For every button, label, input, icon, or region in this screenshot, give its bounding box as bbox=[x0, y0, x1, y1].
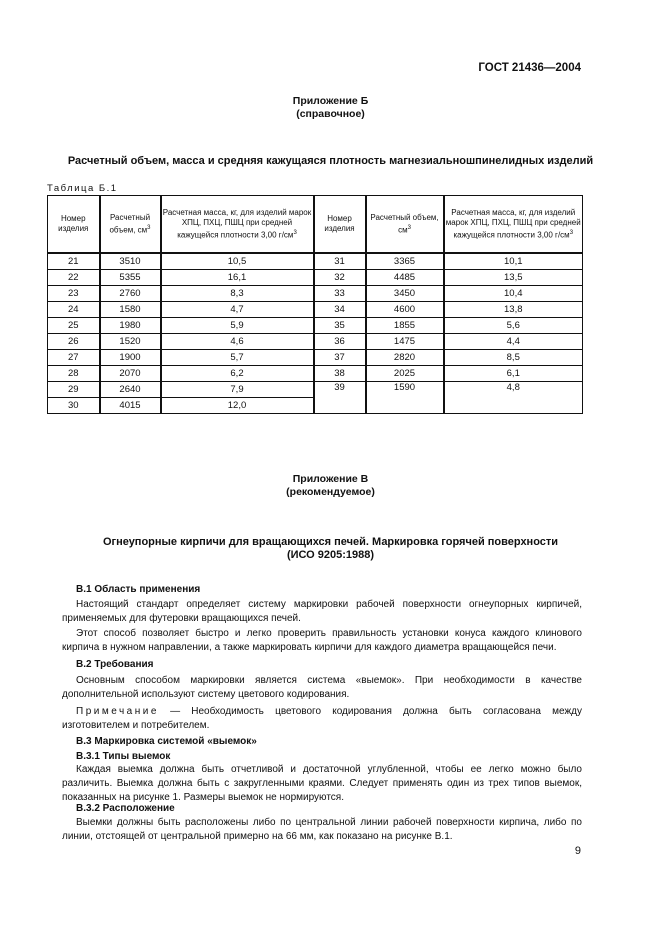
table-cell: 4,4 bbox=[444, 334, 583, 350]
paragraph: Выемки должны быть расположены либо по центральной линии рабочей поверхности кирпича, либо по линии, отстоящей от центральной примерно на 66 мм, как показано на рисунке В.1. bbox=[62, 817, 582, 842]
col-header-number: Номер изделия bbox=[314, 196, 366, 254]
table-cell: 21 bbox=[48, 253, 100, 270]
table-cell: 2640 bbox=[100, 382, 161, 398]
table-cell: 37 bbox=[314, 350, 366, 366]
table-cell: 10,1 bbox=[444, 253, 583, 270]
table-cell: 26 bbox=[48, 334, 100, 350]
table-heading: Расчетный объем, масса и средняя кажущаяся плотность магнезиальношпинелидных изделий bbox=[67, 155, 594, 167]
document-code: ГОСТ 21436—2004 bbox=[478, 62, 581, 74]
subsection-heading: В.3.1 Типы выемок bbox=[76, 751, 171, 762]
table-cell: 33 bbox=[314, 286, 366, 302]
table-cell: 29 bbox=[48, 382, 100, 398]
section-heading: В.2 Требования bbox=[76, 659, 154, 670]
table-cell: 4,7 bbox=[161, 302, 314, 318]
table-cell: 5,9 bbox=[161, 318, 314, 334]
table-cell: 5355 bbox=[100, 270, 161, 286]
table-cell: 25 bbox=[48, 318, 100, 334]
table-cell: 3510 bbox=[100, 253, 161, 270]
paragraph: Настоящий стандарт определяет систему маркировки рабочей поверхности огнеупорных кирпичей, применяемых для футеровки вращающихся печей. bbox=[62, 599, 582, 624]
table-cell: 4485 bbox=[366, 270, 444, 286]
table-cell: 36 bbox=[314, 334, 366, 350]
table-cell: 31 bbox=[314, 253, 366, 270]
appendix-v-sub: (рекомендуемое) bbox=[286, 486, 375, 498]
appendix-v-heading bbox=[0, 536, 661, 562]
table-cell: 28 bbox=[48, 366, 100, 382]
table-cell: 13,8 bbox=[444, 302, 583, 318]
table-cell: 24 bbox=[48, 302, 100, 318]
table-cell: 13,5 bbox=[444, 270, 583, 286]
heading-line: (ИСО 9205:1988) bbox=[286, 549, 375, 561]
table-cell: 10,4 bbox=[444, 286, 583, 302]
table-cell: 3365 bbox=[366, 253, 444, 270]
table-cell: 2820 bbox=[366, 350, 444, 366]
subsection-heading: В.3.2 Расположение bbox=[76, 803, 175, 814]
table-cell: 32 bbox=[314, 270, 366, 286]
table-cell: 27 bbox=[48, 350, 100, 366]
table-cell: 4,8 bbox=[444, 382, 583, 414]
table-cell: 6,1 bbox=[444, 366, 583, 382]
table-cell: 35 bbox=[314, 318, 366, 334]
section-heading: В.3 Маркировка системой «выемок» bbox=[76, 736, 257, 747]
table-cell: 4015 bbox=[100, 398, 161, 414]
note-label: Примечание bbox=[76, 706, 159, 717]
table-cell: 39 bbox=[314, 382, 366, 414]
table-cell: 10,5 bbox=[161, 253, 314, 270]
table-cell: 6,2 bbox=[161, 366, 314, 382]
col-header-volume: Расчетный объем, $см^3$ bbox=[100, 196, 161, 254]
table-row bbox=[48, 318, 583, 334]
table-cell: 1580 bbox=[100, 302, 161, 318]
table-cell: 8,5 bbox=[444, 350, 583, 366]
table-title: Таблица Б.1 bbox=[47, 183, 118, 194]
table-row bbox=[48, 350, 583, 366]
table-cell: 4600 bbox=[366, 302, 444, 318]
table-cell: 4,6 bbox=[161, 334, 314, 350]
table-cell: 12,0 bbox=[161, 398, 314, 414]
note-text: — Необходимость цветового кодирования должна быть согласована между изготовителем и потребителем. bbox=[62, 706, 582, 731]
table-cell: 5,7 bbox=[161, 350, 314, 366]
table-cell: 2760 bbox=[100, 286, 161, 302]
appendix-v-title bbox=[0, 473, 661, 499]
appendix-b-sub: (справочное) bbox=[296, 108, 365, 120]
paragraph: Этот способ позволяет быстро и легко проверить правильность установки конуса каждого клинового кирпича в нужном направлении, а также маркировать кирпичи для каждого диаметра вращающейся печи. bbox=[62, 628, 582, 653]
table-cell: 5,6 bbox=[444, 318, 583, 334]
col-header-volume: Расчетный объем, $см^3$ bbox=[366, 196, 444, 254]
appendix-v-label: Приложение В bbox=[292, 473, 369, 485]
table-cell: 1900 bbox=[100, 350, 161, 366]
section-heading: В.1 Область применения bbox=[76, 584, 201, 595]
table-cell: 34 bbox=[314, 302, 366, 318]
table-cell: 22 bbox=[48, 270, 100, 286]
table-cell: 2070 bbox=[100, 366, 161, 382]
table-row bbox=[48, 382, 583, 398]
table-row bbox=[48, 334, 583, 350]
table-row bbox=[48, 302, 583, 318]
table-cell: 1475 bbox=[366, 334, 444, 350]
page-number: 9 bbox=[574, 845, 581, 857]
table-cell: 1980 bbox=[100, 318, 161, 334]
data-table bbox=[47, 195, 583, 414]
table-row bbox=[48, 286, 583, 302]
table-cell: 30 bbox=[48, 398, 100, 414]
paragraph: Каждая выемка должна быть отчетливой и достаточной углубленной, чтобы ее легко можно было различить. Выемка должна быть с закругленными краями. Следует применять один из трех типов выемок, показанных на рисунке 1. Размеры выемок не нормируются. bbox=[62, 764, 582, 803]
paragraph: Основным способом маркировки является система «выемок». При необходимости в качестве дополнительной используют систему цветового кодирования. bbox=[62, 675, 582, 700]
table-cell: 1855 bbox=[366, 318, 444, 334]
appendix-b-title bbox=[0, 95, 661, 121]
note bbox=[62, 705, 582, 733]
table-row bbox=[48, 270, 583, 286]
table-row bbox=[48, 366, 583, 382]
table-cell: 2025 bbox=[366, 366, 444, 382]
table-cell: 7,9 bbox=[161, 382, 314, 398]
table-cell: 8,3 bbox=[161, 286, 314, 302]
table-row bbox=[48, 253, 583, 270]
col-header-mass: Расчетная масса, кг, для изделий марок ХПЦ, ПХЦ, ПШЦ при средней кажущейся плотности 3,00 $г/см^3$ bbox=[444, 196, 583, 254]
table-cell: 38 bbox=[314, 366, 366, 382]
heading-line: Огнеупорные кирпичи для вращающихся печей. Маркировка горячей поверхности bbox=[102, 536, 559, 548]
appendix-b-label: Приложение Б bbox=[292, 95, 369, 107]
col-header-mass: Расчетная масса, кг, для изделий марок ХПЦ, ПХЦ, ПШЦ при средней кажущейся плотности 3,00 $г/см^3$ bbox=[161, 196, 314, 254]
table-cell: 1520 bbox=[100, 334, 161, 350]
table-cell: 16,1 bbox=[161, 270, 314, 286]
table-cell: 23 bbox=[48, 286, 100, 302]
table-cell: 3450 bbox=[366, 286, 444, 302]
col-header-number: Номер изделия bbox=[48, 196, 100, 254]
table-cell: 1590 bbox=[366, 382, 444, 414]
